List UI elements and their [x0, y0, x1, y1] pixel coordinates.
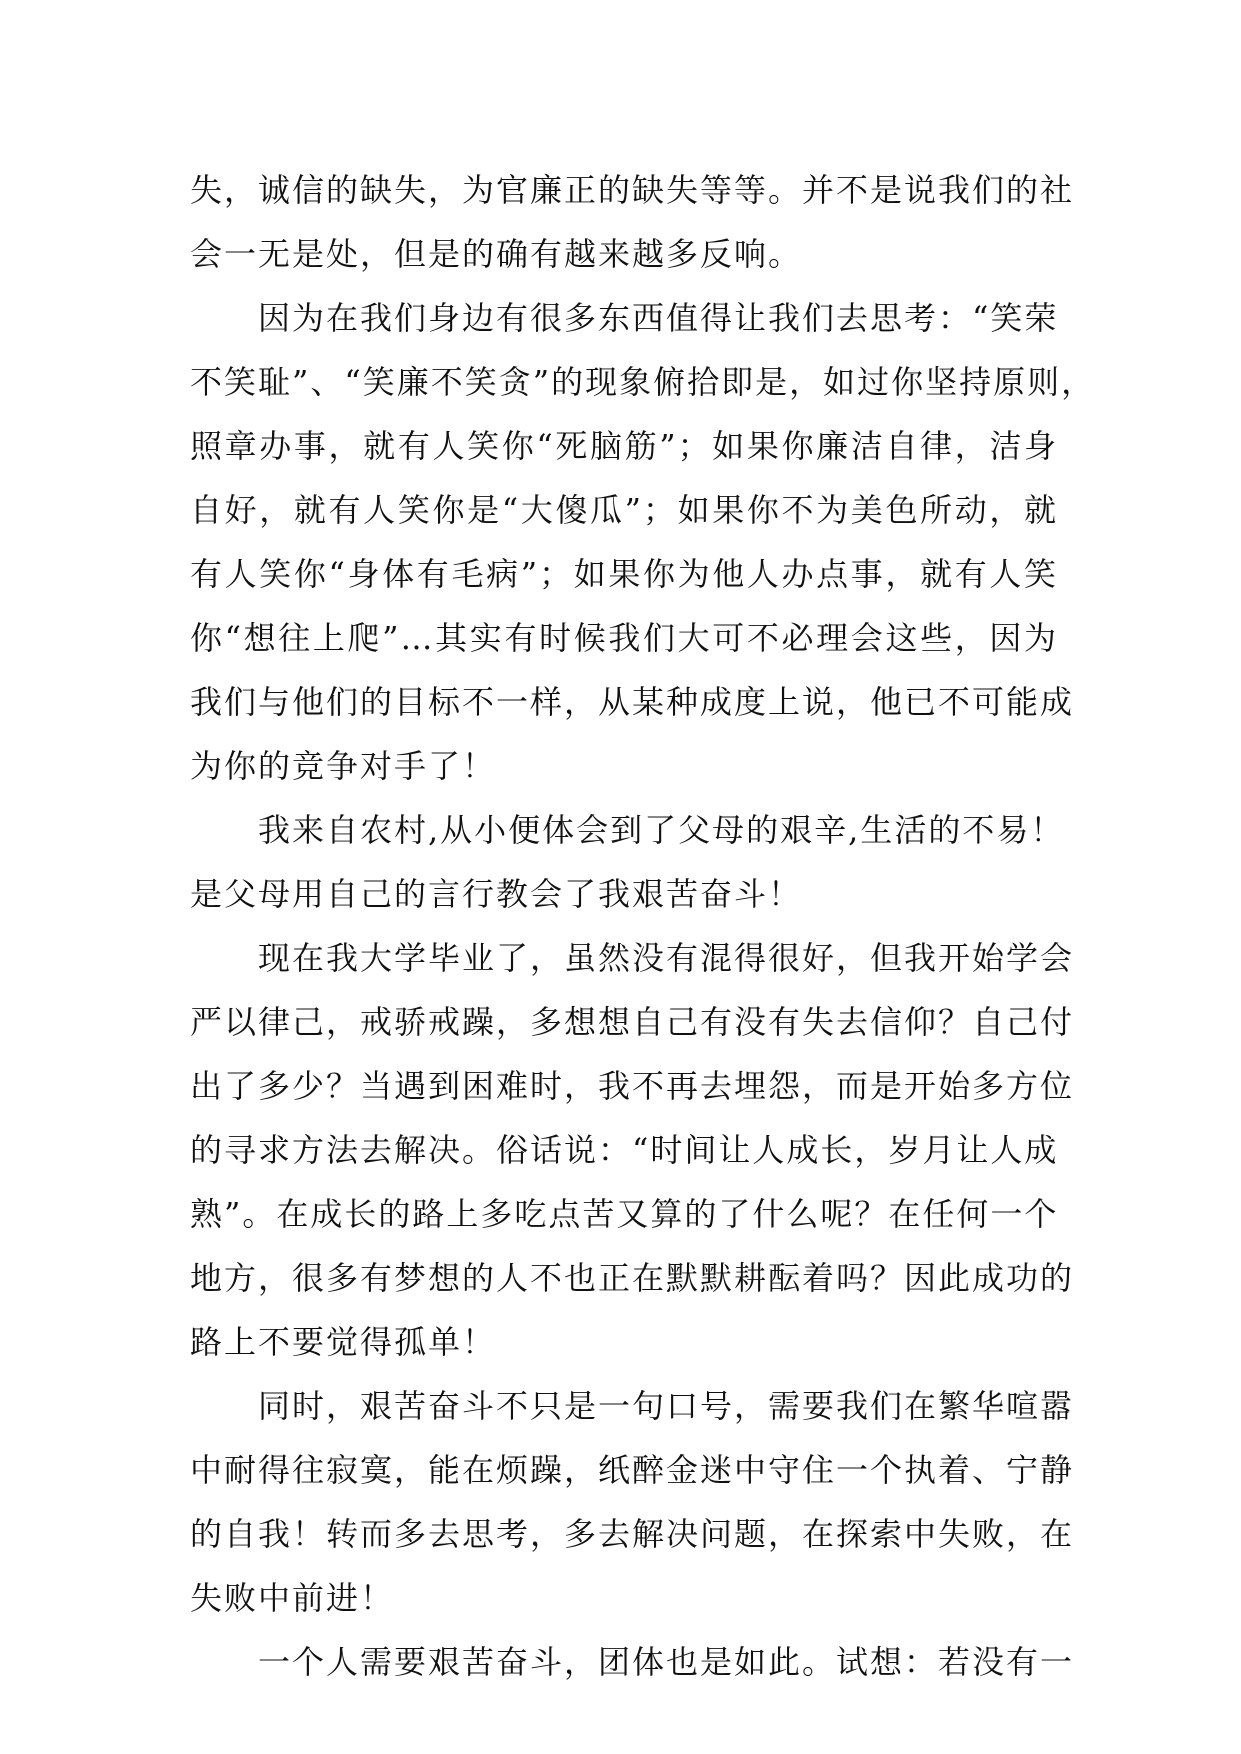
text-line: 你“想往上爬”…其实有时候我们大可不必理会这些，因为	[190, 619, 1058, 657]
text-line: 是父母用自己的言行教会了我艰苦奋斗！	[190, 875, 803, 913]
text-line: 熟”。在成长的路上多吃点苦又算的了什么呢？在任何一个	[190, 1195, 1059, 1233]
text-line: 照章办事，就有人笑你“死脑筋”；如果你廉洁自律，洁身	[190, 427, 1058, 465]
text-line: 中耐得往寂寞，能在烦躁，纸醉金迷中守住一个执着、宁静	[190, 1451, 1075, 1489]
text-line: 我来自农村,从小便体会到了父母的艰辛,生活的不易！	[258, 811, 1065, 849]
text-line: 不笑耻”、“笑廉不笑贪”的现象俯拾即是，如过你坚持原则，	[190, 363, 1096, 401]
text-line: 失，诚信的缺失，为官廉正的缺失等等。并不是说我们的社	[190, 171, 1075, 209]
text-line: 我们与他们的目标不一样，从某种成度上说，他已不可能成	[190, 683, 1075, 721]
text-line: 现在我大学毕业了，虽然没有混得很好，但我开始学会	[258, 939, 1075, 977]
document-body	[190, 158, 1096, 1694]
text-line: 地方，很多有梦想的人不也正在默默耕酝着吗？因此成功的	[190, 1259, 1075, 1297]
text-line: 严以律己，戒骄戒躁，多想想自己有没有失去信仰？自己付	[190, 1003, 1075, 1041]
text-line: 为你的竞争对手了！	[190, 747, 497, 785]
text-line: 一个人需要艰苦奋斗，团体也是如此。试想：若没有一	[258, 1643, 1075, 1681]
text-line: 的自我！转而多去思考，多去解决问题，在探索中失败，在	[190, 1515, 1075, 1553]
text-line: 的寻求方法去解决。俗话说：“时间让人成长，岁月让人成	[190, 1131, 1059, 1169]
text-line: 同时，艰苦奋斗不只是一句口号，需要我们在繁华喧嚣	[258, 1387, 1075, 1425]
text-line: 因为在我们身边有很多东西值得让我们去思考：“笑荣	[258, 299, 1059, 337]
text-line: 路上不要觉得孤单！	[190, 1323, 497, 1361]
text-line: 失败中前进！	[190, 1579, 395, 1617]
text-line: 自好，就有人笑你是“大傻瓜”；如果你不为美色所动，就	[190, 491, 1058, 529]
text-line: 会一无是处，但是的确有越来越多反响。	[190, 235, 803, 273]
text-line: 出了多少？当遇到困难时，我不再去埋怨，而是开始多方位	[190, 1067, 1075, 1105]
text-line: 有人笑你“身体有毛病”；如果你为他人办点事，就有人笑	[190, 555, 1058, 593]
